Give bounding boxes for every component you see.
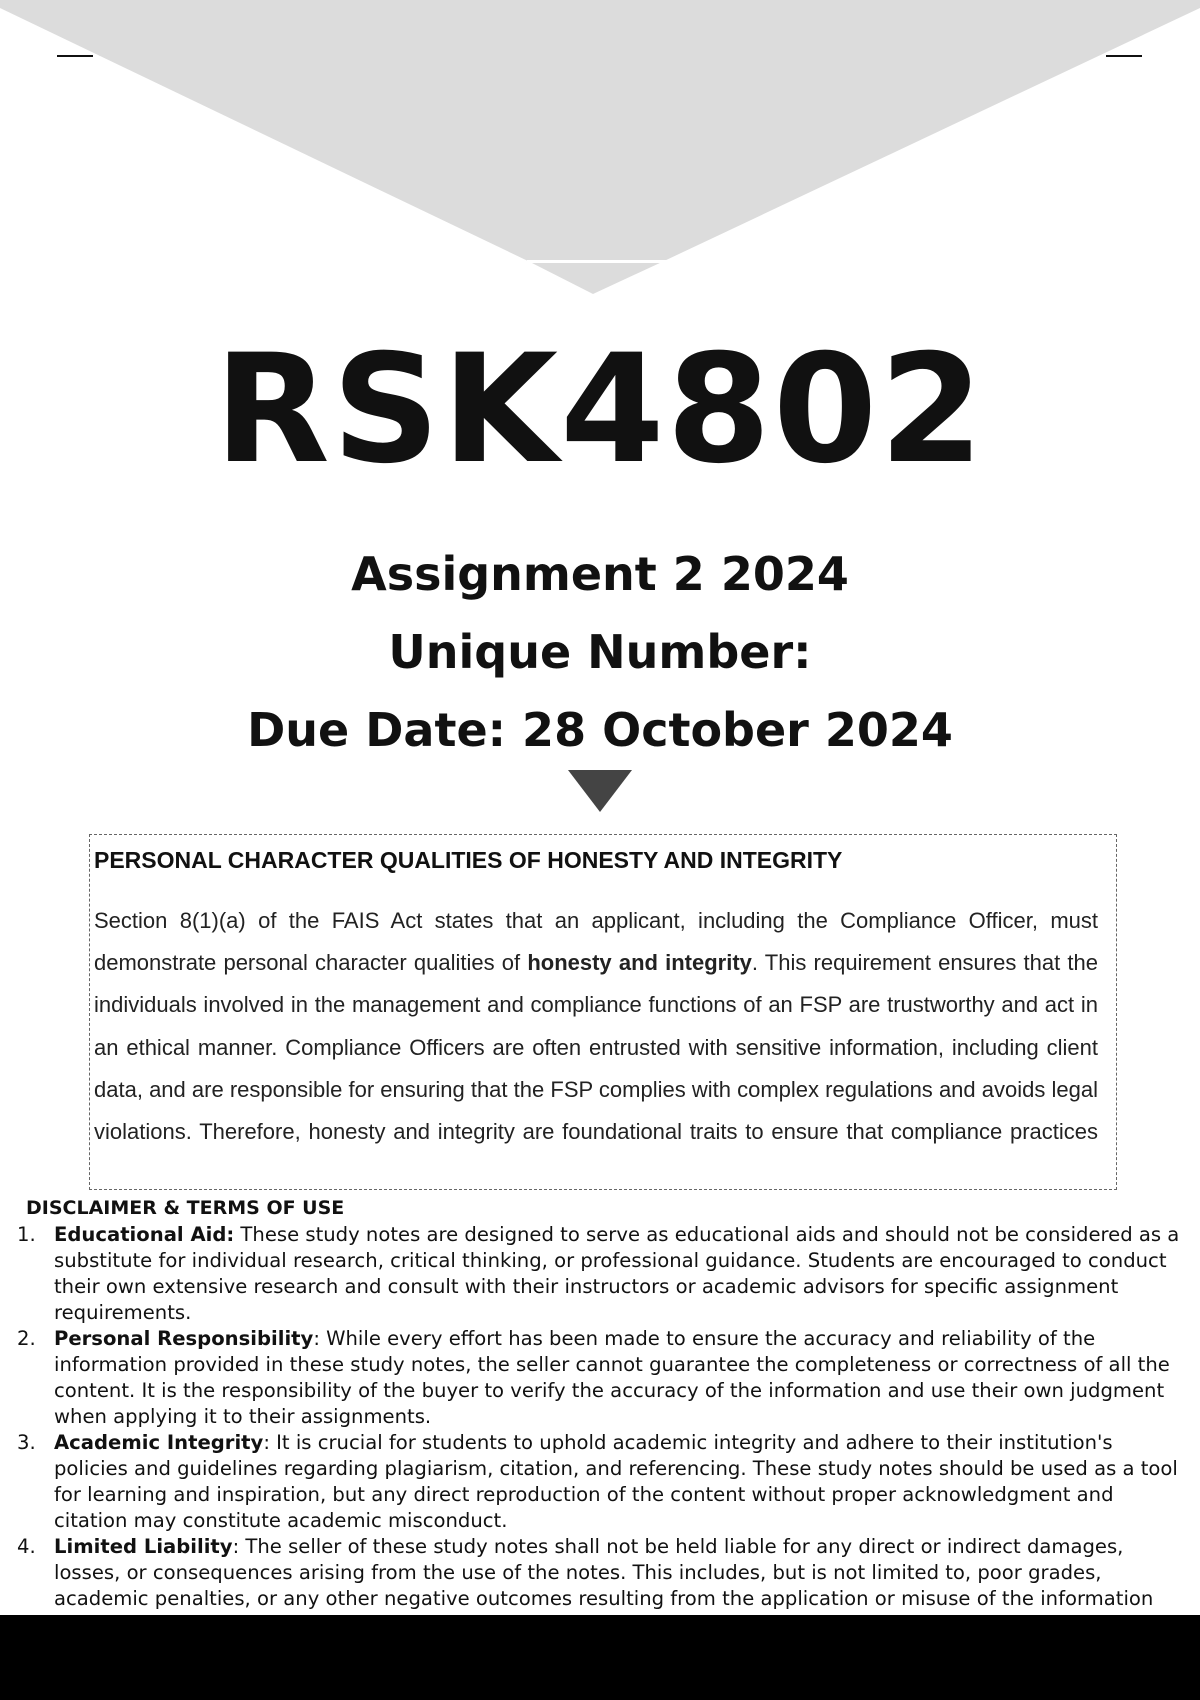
header-chevron-shape <box>0 0 1200 300</box>
disclaimer-terms-list <box>0 1222 1200 1612</box>
list-item-text: : It is crucial for students to uphold academic integrity and adhere to their institution's policies and guidelines regarding plagiarism, citation, and referencing. These study notes should be used as a tool for learning and inspiration, but any direct reproduction of the content without proper acknowledgment and citation may constitute academic misconduct. <box>54 1431 1178 1532</box>
list-item-number: 1. <box>17 1223 36 1246</box>
list-item <box>0 1534 1200 1612</box>
disclaimer-title: DISCLAIMER & TERMS OF USE <box>26 1197 345 1219</box>
excerpt-bold-phrase: honesty and integrity <box>527 950 752 976</box>
list-item-label: Personal Responsibility <box>54 1327 314 1350</box>
corner-mark-right <box>1106 55 1142 57</box>
preview-excerpt-box <box>89 834 1117 1190</box>
list-item <box>0 1430 1200 1534</box>
list-item-text: : The seller of these study notes shall not be held liable for any direct or indirect damages, losses, or consequences arising from the use of the notes. This includes, but is not limited to, poor grades, academic penalties, or any other negative outcomes resulting from the application or misuse of the information <box>54 1535 1154 1610</box>
list-item <box>0 1222 1200 1326</box>
excerpt-heading: PERSONAL CHARACTER QUALITIES OF HONESTY AND INTEGRITY <box>94 847 843 873</box>
down-arrow-icon <box>568 770 632 812</box>
excerpt-text-start: Section 8(1)(a) of the FAIS Act states that an applicant, including the Compliance Officer, must demonstrate personal character qualities of <box>94 908 1098 976</box>
list-item-label: Limited Liability <box>54 1535 233 1558</box>
list-item-number: 4. <box>17 1535 36 1558</box>
list-item-number: 2. <box>17 1327 36 1350</box>
excerpt-paragraph <box>94 900 1098 1190</box>
list-item-text: These study notes are designed to serve as educational aids and should not be considered as a substitute for individual research, critical thinking, or professional guidance. Students are encouraged to conduct their own extensive research and consult with their instructors or academic advisors for specific assignment requirements. <box>54 1223 1180 1324</box>
corner-mark-left <box>57 55 93 57</box>
bottom-black-bar <box>0 1615 1200 1700</box>
unique-number-label: Unique Number: <box>388 625 812 679</box>
list-item-text: : While every effort has been made to ensure the accuracy and reliability of the information provided in these study notes, the seller cannot guarantee the completeness or correctness of all the content. It is the responsibility of the buyer to verify the accuracy of the information and use their own judgment when applying it to their assignments. <box>54 1327 1170 1428</box>
list-item-number: 3. <box>17 1431 36 1454</box>
due-date-label: Due Date: 28 October 2024 <box>247 703 953 757</box>
excerpt-text-end: . This requirement ensures that the individuals involved in the management and compliance functions of an FSP are trustworthy and act in an ethical manner. Compliance Officers are often entrusted with sensitive information, including client data, and are responsible for ensuring that the FSP complies with complex regulations and avoids legal violations. Therefore, honesty and integrity are foundational traits to ensure that compliance practices <box>94 950 1098 1145</box>
excerpt-cutoff-mask <box>90 1161 1116 1189</box>
assignment-title: Assignment 2 2024 <box>351 547 849 601</box>
list-item-label: Academic Integrity <box>54 1431 264 1454</box>
course-code-title: RSK4802 <box>214 323 986 497</box>
list-item <box>0 1326 1200 1430</box>
list-item-label: Educational Aid: <box>54 1223 235 1246</box>
